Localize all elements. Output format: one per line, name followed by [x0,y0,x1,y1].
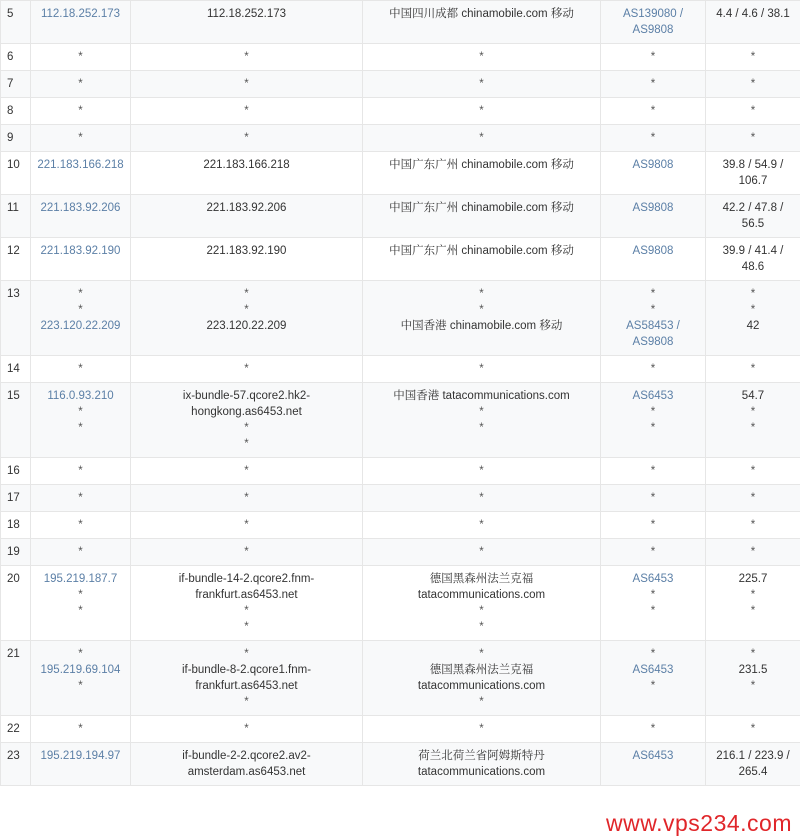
no-response-marker: * [479,422,484,434]
ip-cell [31,238,131,281]
location-text: tatacommunications.com [417,589,546,601]
host-text: 221.183.92.206 [206,202,287,214]
table-row [1,458,800,485]
no-response-marker: * [479,465,484,477]
no-response-marker: * [78,680,83,692]
no-response-marker: * [244,78,249,90]
location-cell [363,356,601,383]
no-response-marker: * [750,465,756,477]
host-text: if-bundle-8-2.qcore1.fnm- [181,664,312,676]
no-response-marker: * [750,680,756,692]
host-text: amsterdam.as6453.net [187,766,306,778]
ip-cell [31,1,131,44]
asn-cell [601,716,706,743]
no-response-marker: * [750,363,756,375]
no-response-marker: * [78,465,83,477]
no-response-marker: * [244,363,249,375]
asn-link[interactable]: AS9808 [632,24,674,36]
no-response-marker: * [78,288,83,300]
location-cell [363,743,601,786]
latency-cell [706,716,800,743]
asn-cell [601,152,706,195]
no-response-marker: * [78,492,83,504]
asn-link[interactable]: AS9808 [632,245,674,257]
ip-cell [31,485,131,512]
latency-cell [706,238,800,281]
hostname-cell [131,743,363,786]
location-cell [363,152,601,195]
no-response-marker: * [650,723,656,735]
asn-cell [601,458,706,485]
no-response-marker: * [650,680,656,692]
ip-link[interactable]: 112.18.252.173 [40,8,121,20]
location-cell [363,641,601,716]
host-text: 112.18.252.173 [206,8,287,20]
location-text: tatacommunications.com [417,680,546,692]
ip-link[interactable]: 195.219.69.104 [40,664,121,676]
ip-link[interactable]: 116.0.93.210 [47,390,114,402]
asn-link[interactable]: AS9808 [632,202,674,214]
no-response-marker: * [479,406,484,418]
latency-text: 56.5 [741,218,765,230]
no-response-marker: * [244,132,249,144]
no-response-marker: * [244,648,249,660]
table-row [1,716,800,743]
no-response-marker: * [479,605,484,617]
no-response-marker: * [650,78,656,90]
hop-number: 10 [1,152,31,195]
location-text: 中国四川成都 chinamobile.com 移动 [389,8,574,20]
asn-cell [601,641,706,716]
host-text: ix-bundle-57.qcore2.hk2- [182,390,311,402]
watermark: www.vps234.com [606,810,792,836]
ip-cell [31,152,131,195]
ip-cell [31,356,131,383]
location-cell [363,238,601,281]
asn-cell [601,356,706,383]
ip-cell [31,743,131,786]
latency-cell [706,1,800,44]
table-row [1,98,800,125]
table-row [1,195,800,238]
no-response-marker: * [78,132,83,144]
no-response-marker: * [244,492,249,504]
location-text: tatacommunications.com [417,766,546,778]
hop-number: 8 [1,98,31,125]
location-cell [363,71,601,98]
no-response-marker: * [479,519,484,531]
table-row [1,566,800,641]
no-response-marker: * [650,288,656,300]
ip-cell [31,512,131,539]
location-cell [363,98,601,125]
location-text: 中国香港 tatacommunications.com [393,390,570,402]
location-cell [363,383,601,458]
no-response-marker: * [78,723,83,735]
no-response-marker: * [650,304,656,316]
no-response-marker: * [479,304,484,316]
table-row [1,641,800,716]
asn-link[interactable]: AS9808 [632,159,674,171]
no-response-marker: * [244,304,249,316]
table-row [1,44,800,71]
asn-cell [601,195,706,238]
hostname-cell [131,716,363,743]
no-response-marker: * [750,288,756,300]
latency-cell [706,458,800,485]
no-response-marker: * [244,288,249,300]
latency-text: 48.6 [741,261,765,273]
ip-cell [31,44,131,71]
hostname-cell [131,71,363,98]
no-response-marker: * [479,132,484,144]
location-cell [363,195,601,238]
hostname-cell [131,383,363,458]
no-response-marker: * [244,105,249,117]
location-cell [363,1,601,44]
no-response-marker: * [650,546,656,558]
hop-number: 19 [1,539,31,566]
latency-text: 106.7 [738,175,768,187]
ip-link[interactable]: 221.183.92.190 [40,245,121,257]
no-response-marker: * [750,723,756,735]
ip-link[interactable]: 195.219.194.97 [40,750,121,762]
no-response-marker: * [650,589,656,601]
hostname-cell [131,1,363,44]
asn-cell [601,383,706,458]
no-response-marker: * [650,406,656,418]
latency-cell [706,743,800,786]
hop-number: 21 [1,641,31,716]
no-response-marker: * [479,363,484,375]
hop-number: 17 [1,485,31,512]
hostname-cell [131,238,363,281]
ip-cell [31,125,131,152]
latency-cell [706,281,800,356]
no-response-marker: * [750,422,756,434]
ip-link[interactable]: 223.120.22.209 [40,320,121,332]
no-response-marker: * [650,605,656,617]
host-text: 221.183.166.218 [203,159,290,171]
latency-cell [706,195,800,238]
hop-number: 18 [1,512,31,539]
hop-number: 22 [1,716,31,743]
latency-cell [706,641,800,716]
ip-cell [31,195,131,238]
host-text: 223.120.22.209 [206,320,287,332]
no-response-marker: * [78,363,83,375]
asn-cell [601,1,706,44]
latency-cell [706,152,800,195]
location-text: 德国黑森州法兰克福 [429,573,534,585]
table-row [1,485,800,512]
no-response-marker: * [479,696,484,708]
asn-cell [601,125,706,152]
hop-number: 14 [1,356,31,383]
latency-cell [706,71,800,98]
no-response-marker: * [650,648,656,660]
location-cell [363,566,601,641]
hop-number: 6 [1,44,31,71]
host-text: frankfurt.as6453.net [195,589,298,601]
no-response-marker: * [244,51,249,63]
no-response-marker: * [78,51,83,63]
hostname-cell [131,195,363,238]
location-text: 中国香港 chinamobile.com 移动 [400,320,563,332]
table-row [1,238,800,281]
asn-cell [601,485,706,512]
no-response-marker: * [78,78,83,90]
location-cell [363,716,601,743]
hostname-cell [131,281,363,356]
asn-link[interactable]: AS6453 [632,390,674,402]
hostname-cell [131,539,363,566]
asn-cell [601,98,706,125]
hop-number: 13 [1,281,31,356]
table-row [1,125,800,152]
no-response-marker: * [750,605,756,617]
hop-number: 7 [1,71,31,98]
table-row [1,383,800,458]
latency-text: 216.1 / 223.9 / [716,750,790,762]
no-response-marker: * [750,492,756,504]
no-response-marker: * [479,78,484,90]
asn-cell [601,512,706,539]
hostname-cell [131,125,363,152]
hostname-cell [131,458,363,485]
asn-cell [601,539,706,566]
table-row [1,152,800,195]
hop-number: 23 [1,743,31,786]
no-response-marker: * [244,723,249,735]
no-response-marker: * [650,422,656,434]
location-cell [363,458,601,485]
hostname-cell [131,485,363,512]
location-cell [363,485,601,512]
no-response-marker: * [650,363,656,375]
hostname-cell [131,356,363,383]
asn-link[interactable]: AS9808 [632,336,674,348]
no-response-marker: * [750,519,756,531]
asn-cell [601,44,706,71]
latency-cell [706,566,800,641]
ip-link[interactable]: 221.183.166.218 [37,159,124,171]
asn-link[interactable]: AS6453 [632,573,674,585]
location-text: 中国广东广州 chinamobile.com 移动 [389,202,574,214]
asn-cell [601,238,706,281]
location-text: 荷兰北荷兰省阿姆斯特丹 [418,750,545,762]
hop-number: 12 [1,238,31,281]
no-response-marker: * [750,51,756,63]
latency-cell [706,44,800,71]
no-response-marker: * [750,546,756,558]
no-response-marker: * [479,621,484,633]
hop-number: 5 [1,1,31,44]
asn-cell [601,71,706,98]
no-response-marker: * [78,406,83,418]
asn-cell [601,281,706,356]
latency-text: 265.4 [738,766,768,778]
hop-number: 11 [1,195,31,238]
asn-cell [601,743,706,786]
no-response-marker: * [78,605,83,617]
table-row [1,356,800,383]
location-cell [363,512,601,539]
no-response-marker: * [750,589,756,601]
no-response-marker: * [650,51,656,63]
table-row [1,1,800,44]
no-response-marker: * [479,492,484,504]
location-cell [363,539,601,566]
latency-cell [706,512,800,539]
no-response-marker: * [244,422,249,434]
hostname-cell [131,152,363,195]
no-response-marker: * [650,105,656,117]
no-response-marker: * [78,519,83,531]
latency-cell [706,485,800,512]
latency-text: 42.2 / 47.8 / [722,202,784,214]
no-response-marker: * [78,422,83,434]
ip-link[interactable]: 221.183.92.206 [40,202,121,214]
location-cell [363,125,601,152]
table-row [1,743,800,786]
latency-text: 4.4 / 4.6 / 38.1 [716,8,790,20]
host-text: frankfurt.as6453.net [195,680,298,692]
no-response-marker: * [650,132,656,144]
no-response-marker: * [78,589,83,601]
ip-cell [31,71,131,98]
location-cell [363,281,601,356]
location-cell [363,44,601,71]
table-row [1,71,800,98]
latency-cell [706,383,800,458]
traceroute-table-body [1,1,800,786]
hop-number: 15 [1,383,31,458]
latency-text: 39.9 / 41.4 / [722,245,784,257]
table-row [1,512,800,539]
ip-cell [31,98,131,125]
ip-cell [31,539,131,566]
asn-cell [601,566,706,641]
no-response-marker: * [244,438,249,450]
latency-text: 39.8 / 54.9 / [722,159,784,171]
ip-cell [31,716,131,743]
no-response-marker: * [479,723,484,735]
latency-cell [706,356,800,383]
no-response-marker: * [244,621,249,633]
latency-text: 42 [746,320,760,332]
no-response-marker: * [479,288,484,300]
no-response-marker: * [650,465,656,477]
no-response-marker: * [750,132,756,144]
location-text: 德国黑森州法兰克福 [429,664,534,676]
no-response-marker: * [750,304,756,316]
no-response-marker: * [78,105,83,117]
latency-text: 54.7 [741,390,765,402]
host-text: if-bundle-2-2.qcore2.av2- [182,750,311,762]
no-response-marker: * [750,105,756,117]
latency-cell [706,539,800,566]
hop-number: 9 [1,125,31,152]
hop-number: 20 [1,566,31,641]
no-response-marker: * [650,519,656,531]
no-response-marker: * [78,648,83,660]
host-text: if-bundle-14-2.qcore2.fnm- [178,573,315,585]
ip-cell [31,458,131,485]
asn-link[interactable]: AS6453 [632,750,674,762]
no-response-marker: * [78,304,83,316]
hostname-cell [131,512,363,539]
latency-text: 231.5 [738,664,768,676]
latency-text: 225.7 [738,573,768,585]
location-text: 中国广东广州 chinamobile.com 移动 [389,245,574,257]
no-response-marker: * [244,605,249,617]
no-response-marker: * [750,648,756,660]
no-response-marker: * [479,105,484,117]
no-response-marker: * [750,78,756,90]
asn-link[interactable]: AS58453 / [626,320,680,332]
no-response-marker: * [244,465,249,477]
table-row [1,539,800,566]
asn-link[interactable]: AS6453 [632,664,674,676]
no-response-marker: * [650,492,656,504]
hostname-cell [131,98,363,125]
host-text: 221.183.92.190 [206,245,287,257]
ip-cell [31,281,131,356]
ip-link[interactable]: 195.219.187.7 [43,573,118,585]
hostname-cell [131,641,363,716]
ip-cell [31,383,131,458]
no-response-marker: * [244,519,249,531]
latency-cell [706,98,800,125]
no-response-marker: * [244,546,249,558]
no-response-marker: * [750,406,756,418]
table-row [1,281,800,356]
latency-cell [706,125,800,152]
no-response-marker: * [479,648,484,660]
host-text: hongkong.as6453.net [191,406,302,418]
no-response-marker: * [479,51,484,63]
ip-cell [31,641,131,716]
no-response-marker: * [479,546,484,558]
hostname-cell [131,44,363,71]
no-response-marker: * [244,696,249,708]
asn-link[interactable]: AS139080 / [622,8,684,20]
no-response-marker: * [78,546,83,558]
hostname-cell [131,566,363,641]
hop-number: 16 [1,458,31,485]
location-text: 中国广东广州 chinamobile.com 移动 [389,159,574,171]
ip-cell [31,566,131,641]
